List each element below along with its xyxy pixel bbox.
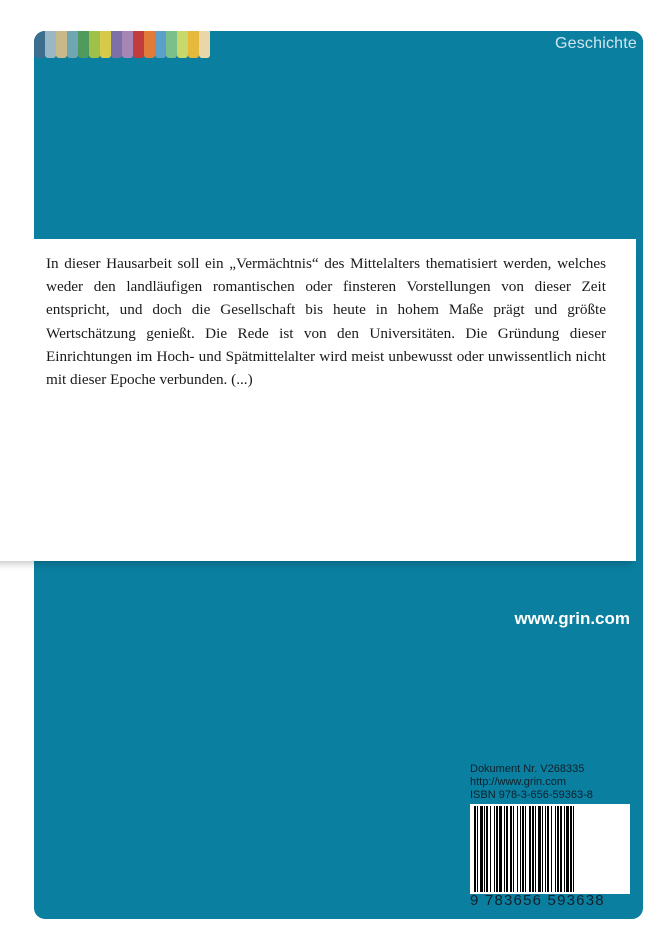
publisher-website: www.grin.com xyxy=(514,609,630,628)
color-stripe xyxy=(67,31,78,58)
color-stripe xyxy=(34,31,45,58)
barcode-image xyxy=(470,804,630,894)
color-stripe xyxy=(155,31,166,58)
color-stripe xyxy=(166,31,177,58)
color-stripe xyxy=(133,31,144,58)
category-label: Geschichte xyxy=(554,35,637,52)
color-stripe xyxy=(111,31,122,58)
color-stripe xyxy=(177,31,188,58)
barcode-block xyxy=(470,763,638,909)
book-description: In dieser Hausarbeit soll ein „Vermächtnis“ des Mittelalters thematisiert werden, welches weder den landläufigen romantischen oder finsteren Vorstellungen von dieser Zeit entspricht, und doch die Gesellschaft bis heute in hohem Maße prägt und größte Wertschätzung genießt. Die Rede ist von den Universitäten. Die Gründung dieser Einrichtungen im Hoch- und Spätmittelalter wird meist unbewusst oder unwissentlich nicht mit dieser Epoche verbunden. (...) xyxy=(46,255,606,389)
color-stripe xyxy=(188,31,199,58)
color-stripe xyxy=(89,31,100,58)
color-stripe xyxy=(144,31,155,58)
color-stripe xyxy=(122,31,133,58)
document-number: Dokument Nr. V268335 xyxy=(470,763,585,775)
publisher-url: http://www.grin.com xyxy=(470,776,566,788)
color-stripe xyxy=(56,31,67,58)
top-color-panel xyxy=(34,31,643,270)
color-stripe xyxy=(199,31,210,58)
color-stripe xyxy=(100,31,111,58)
ean-number: 9 783656 593638 xyxy=(470,892,605,909)
isbn-number: ISBN 978-3-656-59363-8 xyxy=(470,789,593,801)
color-stripe-bar xyxy=(34,31,210,58)
color-stripe xyxy=(45,31,56,58)
color-stripe xyxy=(78,31,89,58)
